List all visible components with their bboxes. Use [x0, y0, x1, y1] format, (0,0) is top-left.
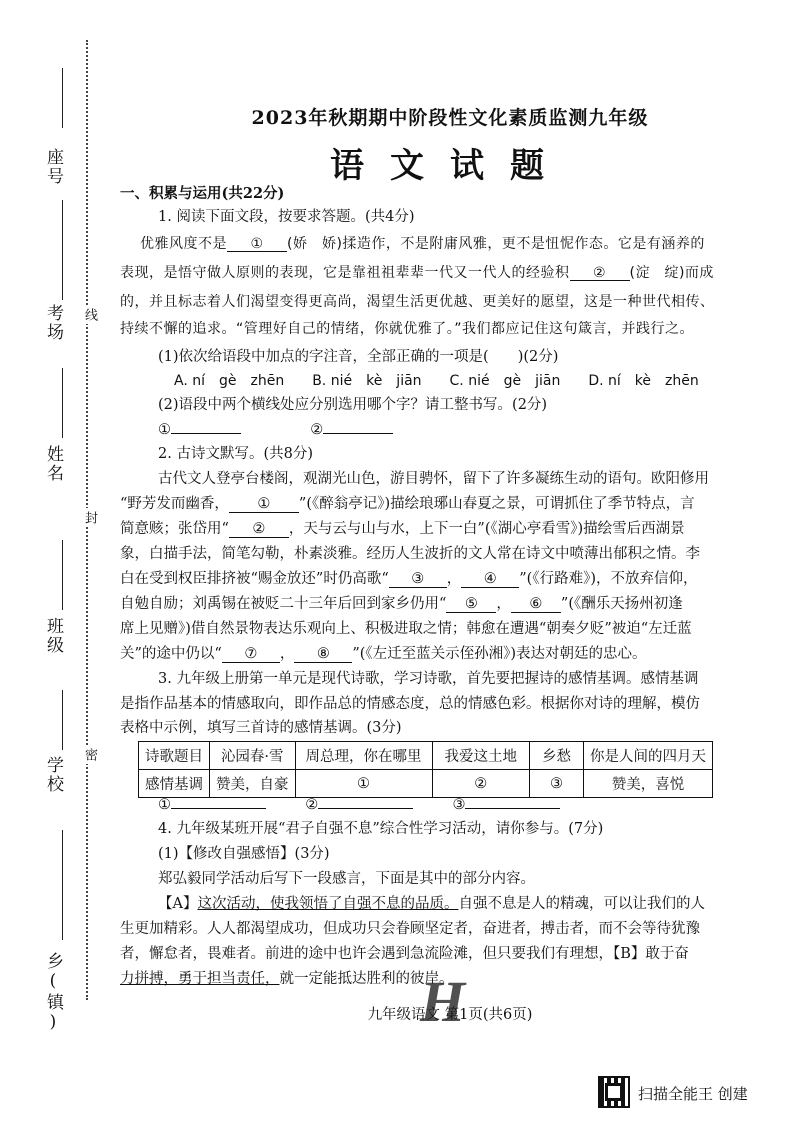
table-cell: 赞美，喜悦: [584, 770, 713, 798]
name-line: [62, 368, 63, 438]
q4-line: 【A】这次活动，使我领悟了自强不息的品质。自强不息是人的精魂，可以让我们的人: [158, 896, 705, 912]
exam-room-line: [62, 200, 63, 300]
section1-heading: 一、积累与运用(共22分): [120, 185, 285, 202]
table-cell: 赞美，自豪: [210, 770, 296, 798]
town-line: [62, 830, 63, 940]
q3-answer-3[interactable]: [465, 808, 560, 809]
seat-line: [62, 68, 63, 128]
table-cell: 诗歌题目: [139, 742, 210, 770]
table-cell: 感情基调: [139, 770, 210, 798]
line-mark: 线: [80, 305, 99, 324]
q2-blank-6[interactable]: ⑥: [511, 597, 561, 613]
q2-blank-5[interactable]: ⑤: [446, 597, 496, 613]
q2-blank-1[interactable]: ①: [229, 497, 299, 513]
q4-underlined-b: 力拼搏，勇于担当责任，: [120, 971, 280, 987]
q3-line: 是指作品基本的情感取向，即作品总的情感态度，总的情感色彩。根据你对诗的理解，模仿: [120, 696, 700, 712]
name-label: 姓名: [43, 445, 63, 483]
q2-blank-2[interactable]: ②: [229, 522, 289, 538]
binding-margin: [0, 0, 120, 1124]
table-cell[interactable]: ②: [432, 770, 530, 798]
q1-blank-1[interactable]: ①: [227, 237, 287, 252]
q4-line: 力拼搏，勇于担当责任，就一定能抵达胜利的彼岸。: [120, 971, 454, 987]
table-cell: 乡愁: [530, 742, 584, 770]
table-cell: 周总理，你在哪里: [295, 742, 432, 770]
q1-answer-2[interactable]: [323, 433, 393, 434]
q2-line: 关”的途中仍以“ ⑦ ， ⑧ ”(《左迁至蓝关示侄孙湘》)表达对朝廷的忠心。: [120, 646, 647, 662]
page-footer: 九年级语文 第1页(共6页): [367, 1007, 533, 1023]
q4-sub1: (1)【修改自强感悟】(3分): [158, 846, 330, 862]
qr-code-icon: [598, 1076, 630, 1108]
table-row: [139, 742, 713, 770]
q3-answer-2[interactable]: [318, 808, 413, 809]
q1-prompt: 1. 阅读下面文段，按要求答题。(共4分): [158, 209, 415, 225]
q4-line: 者，懈怠者，畏难者。前进的途中也许会遇到急流险滩，但只要我们有理想，【B】敢于奋: [120, 946, 689, 962]
q2-blank-7[interactable]: ⑦: [222, 647, 280, 663]
q1-blank-2[interactable]: ②: [570, 266, 630, 281]
q3-answer-blanks: ① ② ③: [158, 798, 794, 813]
q2-line: 自勉自励；刘禹锡在被贬二十三年后回到家乡仍用“ ⑤ ， ⑥ ”(《酬乐天扬州初逢: [120, 596, 683, 612]
exam-title: 2023年秋期期中阶段性文化素质监测九年级: [251, 107, 649, 129]
q1-answer-1[interactable]: [171, 433, 241, 434]
table-cell: 你是人间的四月天: [584, 742, 713, 770]
q1-passage-line: 优雅风度不是 ① (娇 娇)揉造作，不是附庸风雅，更不是忸怩作态。它是有涵养的: [140, 236, 705, 252]
q4-underlined-a: 这次活动，使我领悟了自强不息的品质。: [197, 896, 459, 912]
q1-passage-line: 持续不懈的追求。“管理好自己的情绪，你就优雅了。”我们都应记住这句箴言，并践行之。: [120, 321, 695, 337]
q4-intro: 郑弘毅同学活动后写下一段感言，下面是其中的部分内容。: [158, 871, 535, 887]
school-label: 学校: [43, 756, 63, 794]
q3-answer-1[interactable]: [171, 808, 266, 809]
page-stamp: H: [420, 969, 466, 1034]
q1-options: A. ní gè zhēn B. nié kè jiān C. nié gè jiān D. ní kè zhēn: [174, 373, 699, 389]
secret-mark: 密: [80, 745, 99, 764]
q1-answer-blanks: ① ②: [158, 423, 794, 438]
q2-blank-8[interactable]: ⑧: [294, 647, 352, 663]
q3-line: 3. 九年级上册第一单元是现代诗歌，学习诗歌，首先要把握诗的感情基调。感情基调: [158, 671, 699, 687]
q2-line: 古代文人登亭台楼阁，观湖光山色，游目骋怀，留下了许多凝练生动的语句。欧阳修用: [158, 471, 709, 487]
q2-line: 简意赅；张岱用“ ② ，天与云与山与水，上下一白”(《湖心亭看雪》)描绘雪后西湖景: [120, 521, 685, 537]
class-line: [62, 540, 63, 610]
q1-passage-line: 表现，是悟守做人原则的表现，它是靠祖祖辈辈一代又一代人的经验积 ② (淀 绽)而成: [120, 265, 714, 281]
q1-passage-line: 的，并且标志着人们渴望变得更高尚，渴望生活更优越、更美好的愿望，这是一种世代相传、: [120, 294, 715, 310]
q4-line: 生更加精彩。人人都渴望成功，但成功只会眷顾坚定者，奋进者，搏击者，而不会等待犹豫: [120, 921, 700, 937]
table-row: [139, 770, 713, 798]
q2-prompt: 2. 古诗文默写。(共8分): [158, 446, 313, 462]
school-line: [62, 690, 63, 750]
tone-table: [138, 741, 713, 798]
q2-line: 白在受到权臣排挤被“赐金放还”时仍高歌“ ③ ， ④ ”(《行路难》)，不放弃信仰，: [120, 571, 698, 587]
exam-room-label: 考场: [43, 304, 63, 342]
town-label: 乡(镇): [43, 952, 63, 1034]
seat-label: 座号: [43, 148, 63, 186]
q3-line: 表格中示例，填写三首诗的感情基调。(3分): [120, 720, 402, 736]
q2-blank-3[interactable]: ③: [389, 572, 447, 588]
seal-mark: 封: [80, 508, 99, 527]
q1-sub2: (2)语段中两个横线处应分别选用哪个字？请工整书写。(2分): [158, 397, 548, 413]
scan-label: 扫描全能王 创建: [638, 1085, 748, 1103]
q2-line: 象，白描手法，简笔勾勒，朴素淡雅。经历人生波折的文人常在诗文中喷薄出郁积之情。李: [120, 546, 700, 562]
class-label: 班级: [43, 617, 63, 655]
q1-sub1: (1)依次给语段中加点的字注音，全部正确的一项是( )(2分): [158, 349, 559, 365]
q4-prompt: 4. 九年级某班开展“君子自强不息”综合性学习活动，请你参与。(7分): [158, 821, 604, 837]
table-cell[interactable]: ③: [530, 770, 584, 798]
q2-line: “野芳发而幽香， ① ”(《醉翁亭记》)描绘琅琊山春夏之景，可谓抓住了季节特点，言: [120, 496, 695, 512]
table-cell: 沁园春·雪: [210, 742, 296, 770]
table-cell[interactable]: ①: [295, 770, 432, 798]
q2-line: 席上见赠》)借自然景物表达乐观向上、积极进取之情；韩愈在遭遇“朝奏夕贬”被迫“左迁蓝: [120, 621, 692, 637]
subject-title: 语文试题: [330, 146, 570, 186]
table-cell: 我爱这土地: [432, 742, 530, 770]
q2-blank-4[interactable]: ④: [461, 572, 519, 588]
